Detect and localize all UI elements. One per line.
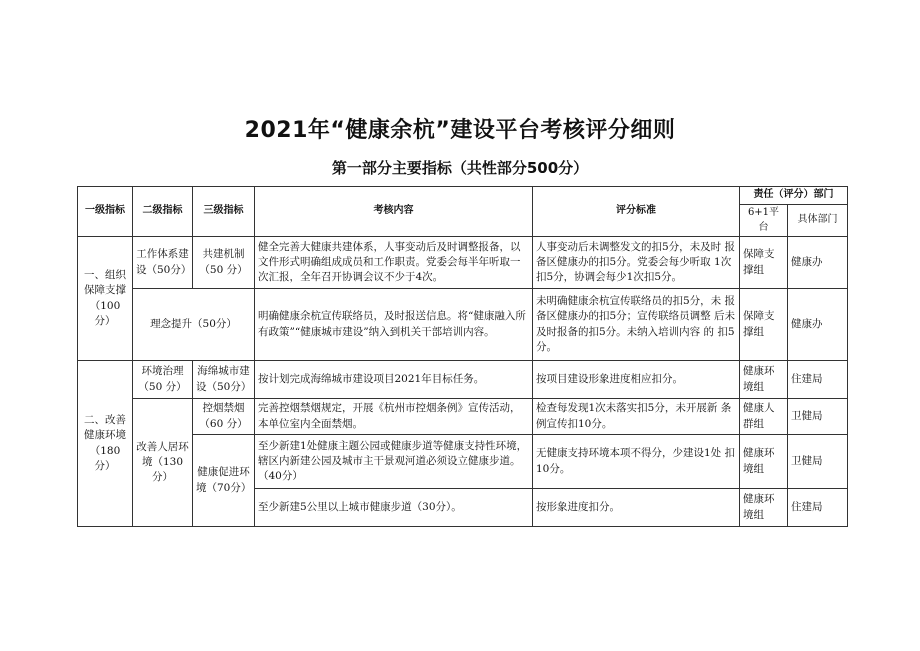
header-responsibility: 责任（评分）部门 bbox=[740, 187, 848, 205]
platform-cell: 健康环境组 bbox=[740, 435, 788, 489]
content-cell: 完善控烟禁烟规定，开展《杭州市控烟条例》宣传活动，本单位室内全面禁烟。 bbox=[255, 399, 533, 435]
level2-cell: 理念提升（50分） bbox=[133, 289, 255, 361]
standard-cell: 人事变动后未调整发文的扣5分，未及时 报备区健康办的扣5分。党委会每少听取 1次扣5分，协调会每少1次扣5分。 bbox=[533, 237, 740, 289]
table-row bbox=[78, 435, 848, 489]
department-cell: 住建局 bbox=[788, 489, 848, 527]
content-cell: 按计划完成海绵城市建设项目2021年目标任务。 bbox=[255, 361, 533, 399]
table-row bbox=[78, 399, 848, 435]
header-standard: 评分标准 bbox=[533, 187, 740, 237]
header-level2: 二级指标 bbox=[133, 187, 193, 237]
department-cell: 健康办 bbox=[788, 237, 848, 289]
level1-cell: 一、组织保障支撑（100 分） bbox=[78, 237, 133, 361]
document-title: 2021年“健康余杭”建设平台考核评分细则 bbox=[244, 118, 676, 143]
department-cell: 健康办 bbox=[788, 289, 848, 361]
platform-cell: 健康环境组 bbox=[740, 361, 788, 399]
table-row bbox=[78, 361, 848, 399]
header-level3: 三级指标 bbox=[193, 187, 255, 237]
standard-cell: 按项目建设形象进度相应扣分。 bbox=[533, 361, 740, 399]
document-subtitle: 第一部分主要指标（共性部分500分） bbox=[331, 159, 589, 177]
level3-cell: 海绵城市建设（50分） bbox=[193, 361, 255, 399]
platform-cell: 保障支撑组 bbox=[740, 289, 788, 361]
standard-cell: 检查每发现1次未落实扣5分，未开展新 条例宣传扣10分。 bbox=[533, 399, 740, 435]
content-cell: 至少新建1处健康主题公园或健康步道等健康支持性环境，辖区内新建公园及城市主干景观河道必须设立健康步道。（40分） bbox=[255, 435, 533, 489]
platform-cell: 保障支撑组 bbox=[740, 237, 788, 289]
content-cell: 明确健康余杭宣传联络员，及时报送信息。将“健康融入所有政策”“健康城市建设”纳入到机关干部培训内容。 bbox=[255, 289, 533, 361]
scoring-table bbox=[77, 186, 848, 527]
table-row bbox=[78, 289, 848, 361]
header-content: 考核内容 bbox=[255, 187, 533, 237]
header-platform: 6+1平台 bbox=[740, 205, 788, 237]
department-cell: 卫健局 bbox=[788, 399, 848, 435]
level3-cell: 共建机制（50 分） bbox=[193, 237, 255, 289]
level3-cell: 控烟禁烟（60 分） bbox=[193, 399, 255, 435]
level2-cell: 改善人居环境（130分） bbox=[133, 399, 193, 527]
table-row bbox=[78, 237, 848, 289]
level3-cell: 健康促进环境（70分） bbox=[193, 435, 255, 527]
content-cell: 健全完善大健康共建体系，人事变动后及时调整报备，以文件形式明确组成成员和工作职责。党委会每半年听取一次汇报，全年召开协调会议不少于4次。 bbox=[255, 237, 533, 289]
level1-cell: 二、改善健康环境（180 分） bbox=[78, 361, 133, 527]
header-department: 具体部门 bbox=[788, 205, 848, 237]
platform-cell: 健康环境组 bbox=[740, 489, 788, 527]
standard-cell: 未明确健康余杭宣传联络员的扣5分，未 报备区健康办的扣5分；宣传联络员调整 后未及时报备的扣5分。未纳入培训内容 的 扣5分。 bbox=[533, 289, 740, 361]
department-cell: 卫健局 bbox=[788, 435, 848, 489]
platform-cell: 健康人群组 bbox=[740, 399, 788, 435]
department-cell: 住建局 bbox=[788, 361, 848, 399]
level2-cell: 工作体系建设（50分） bbox=[133, 237, 193, 289]
standard-cell: 无健康支持环境本项不得分，少建设1处 扣10分。 bbox=[533, 435, 740, 489]
standard-cell: 按形象进度扣分。 bbox=[533, 489, 740, 527]
header-level1: 一级指标 bbox=[78, 187, 133, 237]
content-cell: 至少新建5公里以上城市健康步道（30分）。 bbox=[255, 489, 533, 527]
level2-cell: 环境治理（50 分） bbox=[133, 361, 193, 399]
